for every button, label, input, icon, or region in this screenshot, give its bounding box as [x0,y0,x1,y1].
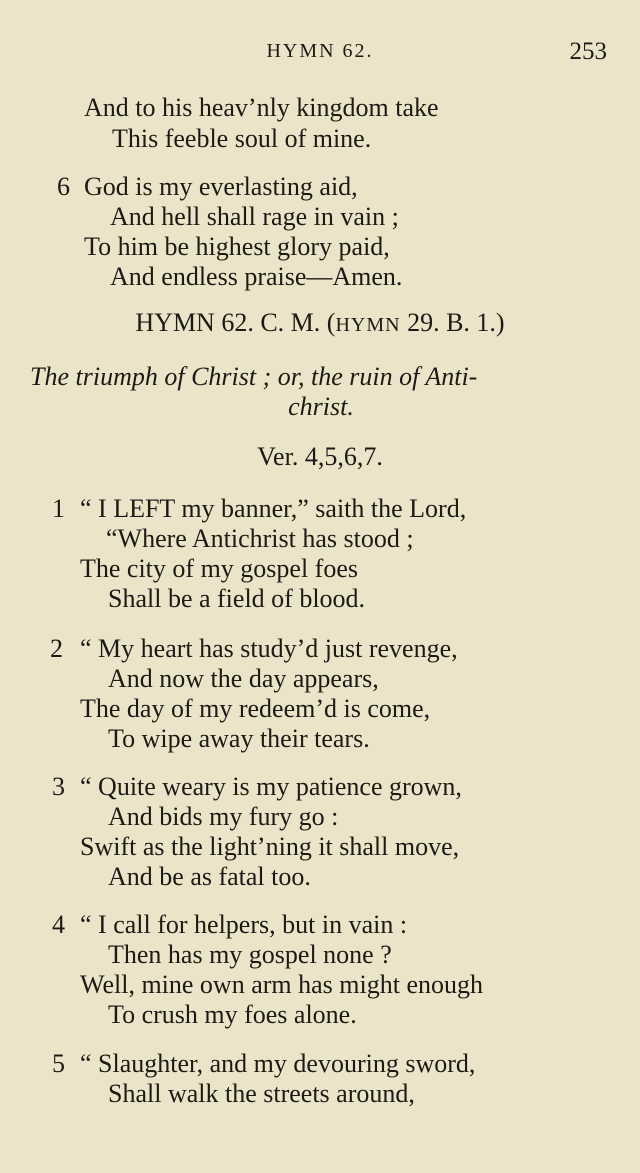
stanza-line: Shall walk the streets around, [108,1079,415,1108]
stanza-line: Well, mine own arm has might enough [80,970,483,999]
stanza-number: 1 [52,494,65,523]
page-number: 253 [569,38,607,65]
stanza-line: “ Quite weary is my patience grown, [80,772,462,801]
stanza-line: And be as fatal too. [108,862,311,891]
stanza-line: The day of my redeem’d is come, [80,694,431,723]
stanza-line: “ My heart has study’d just revenge, [80,634,458,663]
stanza-line: “ I LEFT my banner,” saith the Lord, [80,494,467,523]
continuation-line: And to his heav’nly kingdom take [84,93,439,122]
stanza-number: 6 [57,172,70,201]
continuation-line: This feeble soul of mine. [112,124,372,153]
stanza-number: 2 [50,634,63,663]
stanza-line: Then has my gospel none ? [108,940,392,969]
hymn-heading-main: HYMN 62. C. M. ( [135,308,336,337]
hymn-heading-rest: 29. B. 1.) [400,308,505,337]
stanza-line: To crush my foes alone. [108,1000,357,1029]
stanza-line: The city of my gospel foes [80,554,358,583]
stanza-line: And bids my fury go : [108,802,339,831]
stanza-line: Swift as the light’ning it shall move, [80,832,460,861]
verses-reference: Ver. 4,5,6,7. [257,442,383,471]
hymn-subtitle-cont: christ. [288,392,354,421]
stanza-line: And endless praise—Amen. [110,262,403,291]
stanza-number: 5 [52,1049,65,1078]
hymn-subtitle: The triumph of Christ ; or, the ruin of Anti- [30,362,478,391]
stanza-line: And hell shall rage in vain ; [110,202,399,231]
stanza-line: “ I call for helpers, but in vain : [80,910,408,939]
stanza-line: To him be highest glory paid, [84,232,390,261]
stanza-line: Shall be a field of blood. [108,584,366,613]
hymn-heading-smallcaps: HYMN [335,314,401,336]
stanza-number: 3 [52,772,65,801]
stanza-number: 4 [52,910,65,939]
hymn-heading [0,308,640,340]
stanza-line: “Where Antichrist has stood ; [106,524,414,553]
stanza-line: And now the day appears, [108,664,379,693]
running-title: HYMN 62. [266,40,374,62]
stanza-line: To wipe away their tears. [108,724,370,753]
stanza-line: “ Slaughter, and my devouring sword, [80,1049,476,1078]
stanza-line: God is my everlasting aid, [84,172,358,201]
